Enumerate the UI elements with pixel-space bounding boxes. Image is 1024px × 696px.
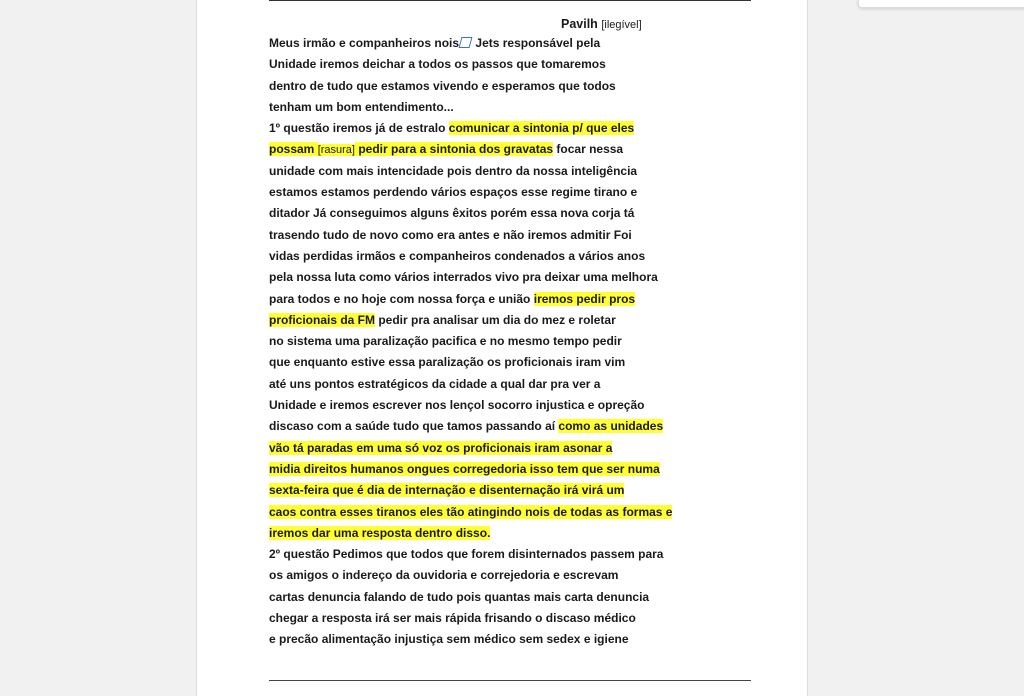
highlighted-text: comunicar a sintonia p/ que eles	[448, 121, 635, 136]
text-segment: focar nessa	[553, 142, 624, 157]
text-segment: discaso com a saúde tudo que tamos passando aí	[269, 419, 559, 434]
text-segment: tenham um bom entendimento...	[269, 99, 454, 114]
text-line	[269, 246, 709, 267]
text-segment: pedir pra analisar um dia do mez e roletar	[375, 312, 616, 327]
text-line	[269, 480, 709, 501]
header-illegible-note: [ilegível]	[601, 19, 642, 31]
text-line	[269, 161, 709, 182]
text-segment: e precão alimentação injustiça sem médico sem sedex e igiene	[269, 632, 629, 647]
footer-rule	[269, 680, 751, 681]
text-segment: dentro de tudo que estamos vivendo e esperamos que todos	[269, 78, 616, 93]
text-line	[269, 416, 709, 437]
text-line	[269, 76, 709, 97]
highlighted-text: caos contra esses tiranos eles tão atingindo nois de todas as formas e	[269, 504, 673, 519]
text-line	[269, 608, 709, 629]
highlighted-text: midia direitos humanos ongues corregedoria isso tem que ser numa	[269, 461, 660, 476]
text-line	[269, 225, 709, 246]
document-page	[196, 0, 808, 696]
text-line	[269, 33, 709, 54]
text-segment: até uns pontos estratégicos da cidade a qual dar pra ver a	[269, 376, 601, 391]
text-line	[269, 97, 709, 118]
highlighted-text: [rasura]	[317, 144, 355, 157]
text-segment: cartas denuncia falando de tudo pois quantas mais carta denuncia	[269, 589, 650, 604]
text-line	[269, 629, 709, 650]
text-segment: Meus irmão e companheiros nois	[269, 36, 460, 50]
text-line	[269, 395, 709, 416]
text-line	[269, 54, 709, 75]
text-segment: Unidade e iremos escrever nos lençol socorro injustica e opreção	[269, 398, 645, 413]
text-segment: unidade com mais intencidade pois dentro da nossa inteligência	[269, 163, 638, 178]
highlighted-text: iremos pedir pros	[533, 291, 636, 306]
text-line	[269, 438, 709, 459]
text-line	[269, 587, 709, 608]
highlighted-text: sexta-feira que é dia de internação e disenternação irá virá um	[269, 483, 625, 498]
text-line	[269, 203, 709, 224]
text-line	[269, 289, 709, 310]
text-line	[269, 459, 709, 480]
header-name: Pavilh	[561, 17, 598, 31]
header-rule	[269, 0, 751, 1]
text-line	[269, 523, 709, 544]
text-segment: 1º questão iremos já de estralo	[269, 121, 449, 136]
text-line	[269, 352, 709, 373]
highlighted-text: como as unidades	[558, 419, 664, 434]
text-segment: estamos estamos perdendo vários espaços esse regime tirano e	[269, 185, 638, 200]
placeholder-box-icon	[459, 37, 473, 48]
highlighted-text: iremos dar uma resposta dentro disso.	[269, 525, 491, 540]
text-segment: trasendo tudo de novo como era antes e não iremos admitir Foi	[269, 227, 632, 242]
highlighted-text: pedir para a sintonia dos gravatas	[354, 142, 554, 157]
text-line	[269, 544, 709, 565]
page-header	[561, 17, 642, 31]
floating-panel	[858, 0, 1024, 8]
text-segment: Unidade iremos deichar a todos os passos que tomaremos	[269, 57, 606, 72]
text-line	[269, 331, 709, 352]
text-segment: pela nossa luta como vários interrados vivo pra deixar uma melhora	[269, 270, 658, 285]
text-segment: 2º questão Pedimos que todos que forem disinternados passem para	[269, 547, 664, 562]
text-line	[269, 565, 709, 586]
highlighted-text: proficionais da FM	[269, 312, 376, 327]
text-segment: chegar a resposta irá ser mais rápida frisando o discaso médico	[269, 611, 636, 626]
text-segment: Jets responsável pela	[472, 36, 601, 50]
text-segment: os amigos o indereço da ouvidoria e correjedoria e escrevam	[269, 568, 619, 583]
text-line	[269, 118, 709, 139]
text-segment: vidas perdidas irmãos e companheiros condenados a vários anos	[269, 248, 646, 263]
header-rule-tick	[540, 0, 541, 1]
text-segment: no sistema uma paralização pacifica e no mesmo tempo pedir	[269, 334, 622, 349]
text-line	[269, 502, 709, 523]
text-line	[269, 310, 709, 331]
transcribed-letter	[269, 33, 709, 651]
text-line	[269, 267, 709, 288]
text-segment: para todos e no hoje com nossa força e união	[269, 291, 534, 306]
text-segment: que enquanto estive essa paralização os proficionais iram vim	[269, 355, 626, 370]
text-line	[269, 374, 709, 395]
text-line	[269, 139, 709, 160]
highlighted-text: vão tá paradas em uma só voz os proficionais iram asonar a	[269, 440, 613, 455]
text-segment: ditador Já conseguimos alguns êxitos porém essa nova corja tá	[269, 206, 635, 221]
text-line	[269, 182, 709, 203]
highlighted-text: possam	[269, 142, 318, 157]
